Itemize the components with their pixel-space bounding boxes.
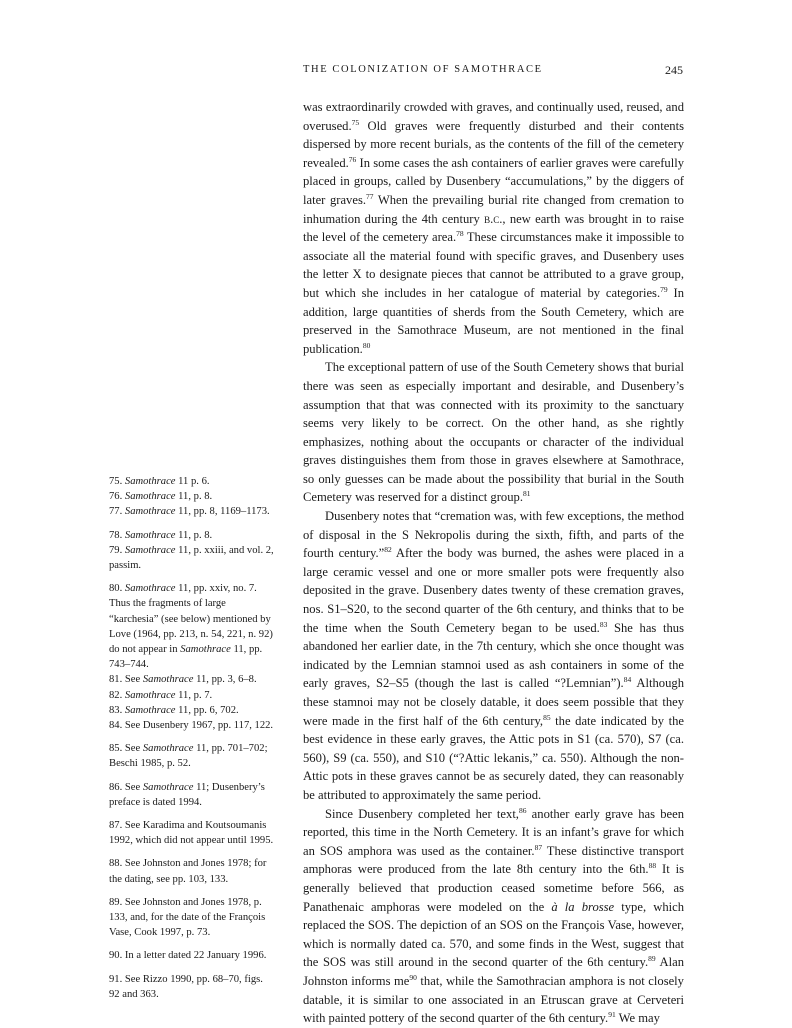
footnote-ref: 78 [456, 229, 464, 239]
text-run: See [124, 743, 143, 755]
footnote-number: 81. [109, 674, 125, 686]
italic-text: Samothrace [124, 544, 176, 556]
italic-text: Samothrace [124, 529, 176, 541]
footnote-ref: 83 [599, 619, 608, 629]
paragraph-1 [303, 98, 684, 358]
footnote [94, 895, 274, 941]
italic-text: Samothrace [124, 476, 176, 487]
footnote-spacer [94, 887, 274, 895]
text-run: See Johnston and Jones 1978, p. 133, and, for the date of the François Vase, Cook 1997, p. 73. [109, 896, 266, 939]
text-run: 11, pp. 6, 702. [175, 704, 239, 716]
footnote-number: 82. [109, 689, 125, 701]
text-run: See Karadima and Koutsoumanis 1992, which did not appear until 1995. [109, 820, 274, 847]
paragraph-2 [303, 358, 684, 507]
footnote [94, 581, 274, 672]
text-run: These circumstances make it impossible to associate all the material found with specific graves, and Dusenbery uses the letter X to designate pieces that cannot be attributed to a grave group, but which she includes in her catalogue of material by categories. [303, 230, 684, 300]
footnote-spacer [94, 573, 274, 581]
footnote [94, 741, 274, 771]
text-run: Old graves were frequently disturbed and their contents dispersed by more recent burials, as the contents of the fill of the cemetery revealed. [303, 118, 684, 170]
text-run: In addition, large quantities of sherds from the South Cemetery, which are preserved in the Samothrace Museum, are not mentioned in the final publication. [303, 285, 684, 356]
text-run: 11, pp. 701–702; Beschi 1985, p. 52. [109, 743, 268, 770]
text-run: , new earth was brought in to raise the level of the cemetery area. [303, 211, 684, 245]
footnote-ref: 87 [534, 842, 543, 852]
footnote-number: 75. [109, 476, 125, 487]
footnote-number: 77. [109, 506, 125, 518]
italic-text: Samothrace [124, 704, 176, 716]
footnote-number: 89. [109, 896, 125, 908]
text-run: See Johnston and Jones 1978; for the dating, see pp. 103, 133. [109, 858, 267, 885]
footnote-spacer [94, 964, 274, 972]
footnote-number: 87. [109, 820, 125, 832]
footnote-ref: 82 [384, 545, 392, 555]
footnote-spacer [94, 810, 274, 818]
italic-text: Samothrace [142, 674, 194, 686]
text-run: 11, pp. 3, 6–8. [193, 674, 257, 686]
text-run: It is generally believed that production ceased sometime before 566, as Panathenaic amphoras were modeled on the [303, 862, 685, 914]
text-run: 11, pp. xxiv, no. 7. Thus the fragments of large “karchesia” (see below) mentioned by Love (1964, pp. 213, n. 54, 221, n. 92) do not appear in [109, 583, 273, 656]
text-run: Dusenbery notes that “cremation was, with few exceptions, the method of disposal in the S Nekropolis during the sixth, fifth, and parts of the fourth century.” [303, 509, 684, 561]
text-run: See [124, 674, 143, 686]
paragraph-3 [303, 507, 684, 805]
running-header [303, 64, 683, 82]
text-run: The exceptional pattern of use of the South Cemetery shows that burial there was seen as especially important and desirable, and Dusenbery’s assumption that that was connected with its proximity to the sanctuary seems very likely to be correct. On the other hand, as she rightly emphasizes, nothing about the occupants or character of the individual graves distinguishes them from those in graves elsewhere at Samothrace, so only guesses can be made about the possibility that burial in the South Cemetery was reserved for a distinct group. [303, 360, 684, 505]
paragraph-4 [303, 805, 684, 1028]
page-number: 245 [665, 63, 683, 77]
main-text-column [303, 98, 684, 1028]
footnote-ref: 86 [518, 805, 527, 815]
footnote [94, 972, 274, 1002]
footnote-spacer [94, 733, 274, 741]
small-caps-text: b.c. [484, 211, 503, 226]
footnote-ref: 79 [660, 284, 668, 294]
footnotes-column [94, 474, 274, 1002]
footnote-ref: 84 [623, 675, 632, 685]
footnote-number: 86. [109, 781, 125, 793]
footnote-ref: 89 [648, 954, 656, 964]
footnote-number: 78. [109, 529, 125, 541]
footnote-number: 79. [109, 544, 125, 556]
footnote-number: 91. [109, 973, 125, 985]
footnote-ref: 77 [366, 191, 374, 201]
footnote-number: 80. [109, 583, 125, 595]
footnote [94, 688, 274, 703]
footnote [94, 489, 274, 504]
italic-text: Samothrace [124, 583, 176, 595]
footnote-spacer [94, 772, 274, 780]
text-run: 11, p. 8. [175, 491, 213, 503]
footnote [94, 818, 274, 848]
footnote-spacer [94, 520, 274, 528]
italic-text: Samothrace [124, 491, 176, 503]
footnote [94, 528, 274, 543]
text-run: In some cases the ash containers of earlier graves were carefully placed in groups, called by Dusenbery “accumulations,” by the diggers of later graves. [303, 155, 684, 207]
footnote-ref: 76 [348, 154, 357, 164]
text-run: 11, pp. 743–744. [109, 644, 263, 671]
text-run: We may [615, 1011, 660, 1026]
footnote [94, 504, 274, 519]
italic-text: Samothrace [180, 644, 231, 656]
footnote-number: 83. [109, 704, 125, 716]
text-run: the date indicated by the best evidence in these early graves, the Attic pots in S1 (ca. 570), S7 (ca. 560), S9 (ca. 550), and S10 (“?Attic lekanis,” ca. 550). Although the non-Attic pots in these graves cannot be as securely dated, they can reasonably be attributed to approximately the same period. [303, 713, 684, 802]
footnote-number: 76. [109, 491, 125, 503]
text-run: that, while the Samothracian amphora is not closely datable, it is similar to one associated in an Etruscan grave at Cerveteri with painted pottery of the second quarter of the 6th century. [303, 973, 684, 1026]
footnote [94, 672, 274, 687]
text-run: These distinctive transport amphoras were produced from the late 8th century into the 6th. [303, 843, 684, 877]
footnote-spacer [94, 940, 274, 948]
text-run: 11 p. 6. [175, 476, 210, 487]
footnote-ref: 88 [648, 861, 657, 871]
italic-text: Samothrace [142, 781, 194, 793]
text-run: 11, p. xxiii, and vol. 2, passim. [109, 544, 274, 572]
text-run: type, which replaced the SOS. The depiction of an SOS on the François Vase, however, which is normally dated ca. 570, and some finds in the West, suggest that the SOS was still around in the second quarter of the 6th century. [303, 899, 684, 970]
footnote-number: 85. [109, 743, 125, 755]
footnote-number: 84. [109, 720, 125, 732]
footnote-ref: 80 [362, 340, 371, 350]
footnote-ref: 91 [608, 1010, 616, 1020]
italic-text: Samothrace [142, 743, 194, 755]
text-run: See Dusenbery 1967, pp. 117, 122. [124, 720, 274, 732]
footnote [94, 543, 274, 573]
text-run: another early grave has been reported, this time in the North Cemetery. It is an infant’s grave for which an SOS amphora was used as the container. [303, 806, 685, 858]
footnote [94, 474, 274, 489]
footnote-number: 90. [109, 950, 125, 962]
footnote-ref: 85 [543, 712, 551, 722]
text-run: After the body was burned, the ashes were placed in a large ceramic vessel and one or more smaller pots were frequently also deposited in the grave. Dusenbery dates twenty of these cremation graves, nos. S1–S20, to the second quarter of the 6th century, and thinks that to be the time when the South Cemetery began to be used. [303, 546, 685, 635]
text-run: She has thus abandoned her earlier date, in the 7th century, which she once thought was indicated by the Lemnian stamnoi used as ash containers in some of the early graves, S2–S5 (though the last is called “?Lemnian”). [303, 620, 684, 691]
footnote-ref: 81 [522, 489, 531, 499]
italic-text: à la brosse [551, 899, 615, 914]
footnote [94, 718, 274, 733]
italic-text: Samothrace [124, 689, 176, 701]
text-run: When the prevailing burial rite changed from cremation to inhumation during the 4th century [303, 192, 684, 226]
text-run: 11, p. 7. [175, 689, 213, 701]
footnote [94, 948, 274, 963]
text-run: 11; Dusenbery’s preface is dated 1994. [109, 781, 265, 808]
text-run: 11, p. 8. [175, 529, 213, 541]
running-title: THE COLONIZATION OF SAMOTHRACE [303, 64, 543, 75]
footnote [94, 703, 274, 718]
footnote-number: 88. [109, 858, 125, 870]
footnote [94, 856, 274, 886]
text-run: Since Dusenbery completed her text, [325, 806, 519, 821]
text-run: See Rizzo 1990, pp. 68–70, figs. 92 and 363. [109, 973, 263, 1000]
text-run: In a letter dated 22 January 1996. [124, 950, 267, 962]
footnote [94, 780, 274, 810]
text-run: was extraordinarily crowded with graves, and continually used, reused, and overused. [303, 100, 684, 133]
text-run: See [124, 781, 143, 793]
footnote-ref: 90 [409, 972, 417, 982]
text-run: Alan Johnston informs me [303, 955, 684, 988]
footnote-ref: 75 [351, 117, 360, 127]
italic-text: Samothrace [124, 506, 176, 518]
footnote-spacer [94, 848, 274, 856]
text-run: Although these stamnoi may not be closely datable, it does seem possible that they were made in the first half of the 6th century, [303, 676, 684, 728]
text-run: 11, pp. 8, 1169–1173. [175, 506, 270, 518]
